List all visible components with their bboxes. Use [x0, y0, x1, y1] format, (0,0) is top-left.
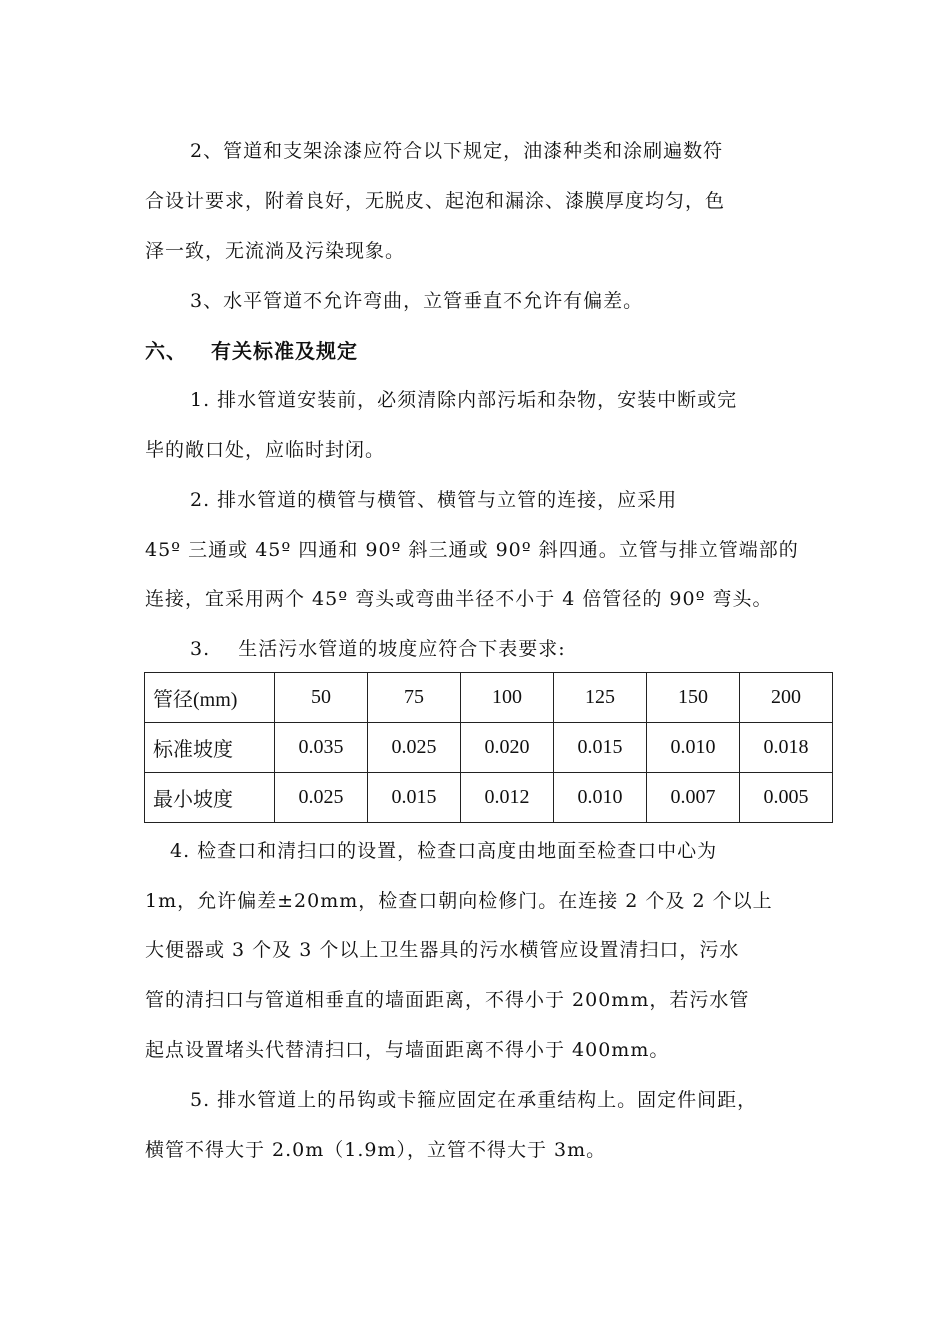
- table-cell: 0.005: [740, 773, 833, 823]
- item-1-line-2: 毕的敞口处，应临时封闭。: [145, 439, 386, 461]
- table-row-minimum-slope: [145, 773, 833, 823]
- table-cell: 0.015: [368, 773, 461, 823]
- table-cell: 150: [647, 673, 740, 723]
- table-cell: 0.025: [275, 773, 368, 823]
- item-4-line-2: 1m，允许偏差±20mm，检查口朝向检修门。在连接 2 个及 2 个以上: [145, 890, 773, 912]
- section-6-heading: [145, 338, 358, 364]
- table-cell: 0.018: [740, 723, 833, 773]
- table-cell: 0.035: [275, 723, 368, 773]
- table-header-row: [145, 673, 833, 723]
- table-cell: 0.010: [647, 723, 740, 773]
- table-cell: 125: [554, 673, 647, 723]
- slope-table: [144, 672, 833, 823]
- item-4-line-5: 起点设置堵头代替清扫口，与墙面距离不得小于 400mm。: [145, 1039, 670, 1061]
- table-cell: 200: [740, 673, 833, 723]
- section-6-number: 六、: [145, 339, 187, 363]
- table-cell: 0.025: [368, 723, 461, 773]
- table-cell: 最小坡度: [145, 773, 275, 823]
- paragraph-2-line-3: 泽一致，无流淌及污染现象。: [145, 240, 406, 262]
- section-6-title: 有关标准及规定: [211, 339, 358, 363]
- item-5-line-2: 横管不得大于 2.0m（1.9m），立管不得大于 3m。: [145, 1139, 607, 1161]
- table-cell: 0.020: [461, 723, 554, 773]
- item-1-line-1: 1. 排水管道安装前，必须清除内部污垢和杂物，安装中断或完: [190, 389, 738, 411]
- table-cell: 50: [275, 673, 368, 723]
- table-cell: 0.012: [461, 773, 554, 823]
- item-4-line-4: 管的清扫口与管道相垂直的墙面距离，不得小于 200mm，若污水管: [145, 989, 750, 1011]
- table-cell: 标准坡度: [145, 723, 275, 773]
- table-row-standard-slope: [145, 723, 833, 773]
- item-4-line-3: 大便器或 3 个及 3 个以上卫生器具的污水横管应设置清扫口，污水: [145, 939, 740, 961]
- table-cell: 0.010: [554, 773, 647, 823]
- item-2-line-3: 连接，宜采用两个 45º 弯头或弯曲半径不小于 4 倍管径的 90º 弯头。: [145, 588, 773, 610]
- table-cell: 100: [461, 673, 554, 723]
- table-cell: 0.007: [647, 773, 740, 823]
- table-cell: 75: [368, 673, 461, 723]
- paragraph-3-line-1: 3、水平管道不允许弯曲，立管垂直不允许有偏差。: [190, 290, 644, 312]
- item-2-line-2: 45º 三通或 45º 四通和 90º 斜三通或 90º 斜四通。立管与排立管端部的: [145, 539, 799, 561]
- table-cell: 管径(mm): [145, 673, 275, 723]
- paragraph-2-line-1: 2、管道和支架涂漆应符合以下规定，油漆种类和涂刷遍数符: [190, 140, 724, 162]
- paragraph-2-line-2: 合设计要求，附着良好，无脱皮、起泡和漏涂、漆膜厚度均匀，色: [145, 190, 726, 212]
- table-cell: 0.015: [554, 723, 647, 773]
- item-4-line-1: 4. 检查口和清扫口的设置，检查口高度由地面至检查口中心为: [170, 840, 718, 862]
- item-5-line-1: 5. 排水管道上的吊钩或卡箍应固定在承重结构上。固定件间距，: [190, 1089, 758, 1111]
- item-3-line-1: 3. 生活污水管道的坡度应符合下表要求:: [190, 638, 566, 660]
- item-2-line-1: 2. 排水管道的横管与横管、横管与立管的连接，应采用: [190, 489, 678, 511]
